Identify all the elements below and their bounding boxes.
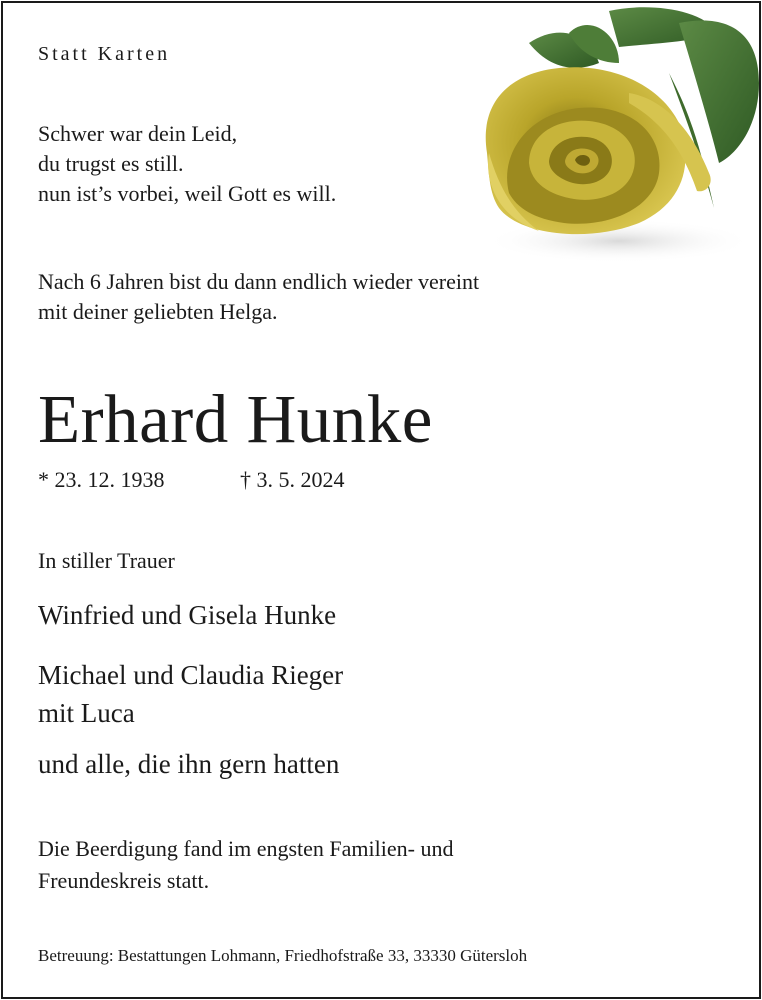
reunion-line: mit deiner geliebten Helga. [38,299,278,324]
mourner-others: und alle, die ihn gern hatten [38,749,340,779]
death-date: † 3. 5. 2024 [240,467,345,492]
funeral-home-footer: Betreuung: Bestattungen Lohmann, Friedhofstraße 33, 33330 Gütersloh [38,946,528,965]
funeral-line: Freundeskreis statt. [38,868,210,893]
reunion-text [38,267,479,327]
mourning-intro: In stiller Trauer [38,548,175,573]
statt-karten-label: Statt Karten [38,43,171,65]
poem [38,119,336,209]
life-dates [38,465,345,495]
reunion-line: Nach 6 Jahren bist du dann endlich wieder vereint [38,269,480,294]
funeral-notice [38,833,453,897]
mourner-line: mit Luca [38,698,135,728]
mourner-family-rieger [38,656,343,732]
obituary-card [1,1,761,999]
deceased-name: Erhard Hunke [38,381,433,457]
funeral-line: Die Beerdigung fand im engsten Familien- und [38,836,454,861]
poem-line: du trugst es still. [38,151,184,176]
poem-line: nun ist’s vorbei, weil Gott es will. [38,181,337,206]
birth-date: * 23. 12. 1938 [38,467,165,492]
poem-line: Schwer war dein Leid, [38,121,238,146]
mourner-line: Michael und Claudia Rieger [38,660,344,690]
mourner-family-hunke: Winfried und Gisela Hunke [38,600,337,630]
yellow-rose-image [469,3,759,275]
